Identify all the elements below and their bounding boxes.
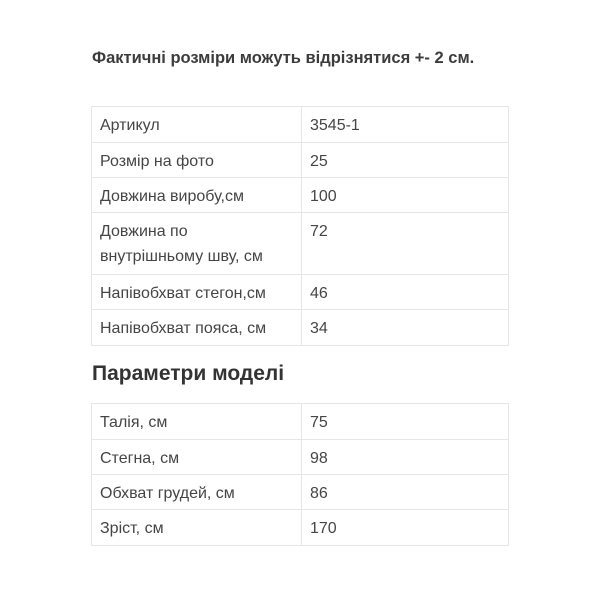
row-value: 34: [302, 310, 509, 346]
row-value: 170: [302, 510, 509, 546]
table-row: [92, 107, 509, 143]
row-label: Напівобхват пояса, см: [92, 310, 302, 346]
row-value: 72: [302, 213, 509, 275]
size-tolerance-note: Фактичні розміри можуть відрізнятися +- 2 см.: [92, 49, 475, 67]
table-row: [92, 275, 509, 310]
row-label: Талія, см: [92, 404, 302, 440]
row-value: 3545-1: [302, 107, 509, 143]
row-label: Стегна, см: [92, 440, 302, 475]
row-value: 25: [302, 143, 509, 178]
row-label: Артикул: [92, 107, 302, 143]
row-label: Обхват грудей, см: [92, 475, 302, 510]
row-value: 75: [302, 404, 509, 440]
model-parameters-table: [91, 403, 509, 546]
row-label: Розмір на фото: [92, 143, 302, 178]
row-label: Довжина виробу,см: [92, 178, 302, 213]
table-row: [92, 404, 509, 440]
table-row: [92, 475, 509, 510]
table-row: [92, 178, 509, 213]
row-label: Напівобхват стегон,см: [92, 275, 302, 310]
row-label: Довжина по внутрішньому шву, см: [92, 213, 302, 275]
model-parameters-heading: Параметри моделі: [92, 362, 285, 385]
row-value: 98: [302, 440, 509, 475]
table-row: [92, 213, 509, 275]
table-row: [92, 440, 509, 475]
table-row: [92, 310, 509, 346]
row-value: 46: [302, 275, 509, 310]
row-value: 100: [302, 178, 509, 213]
table-row: [92, 510, 509, 546]
size-table: [91, 106, 509, 346]
row-value: 86: [302, 475, 509, 510]
table-row: [92, 143, 509, 178]
row-label: Зріст, см: [92, 510, 302, 546]
